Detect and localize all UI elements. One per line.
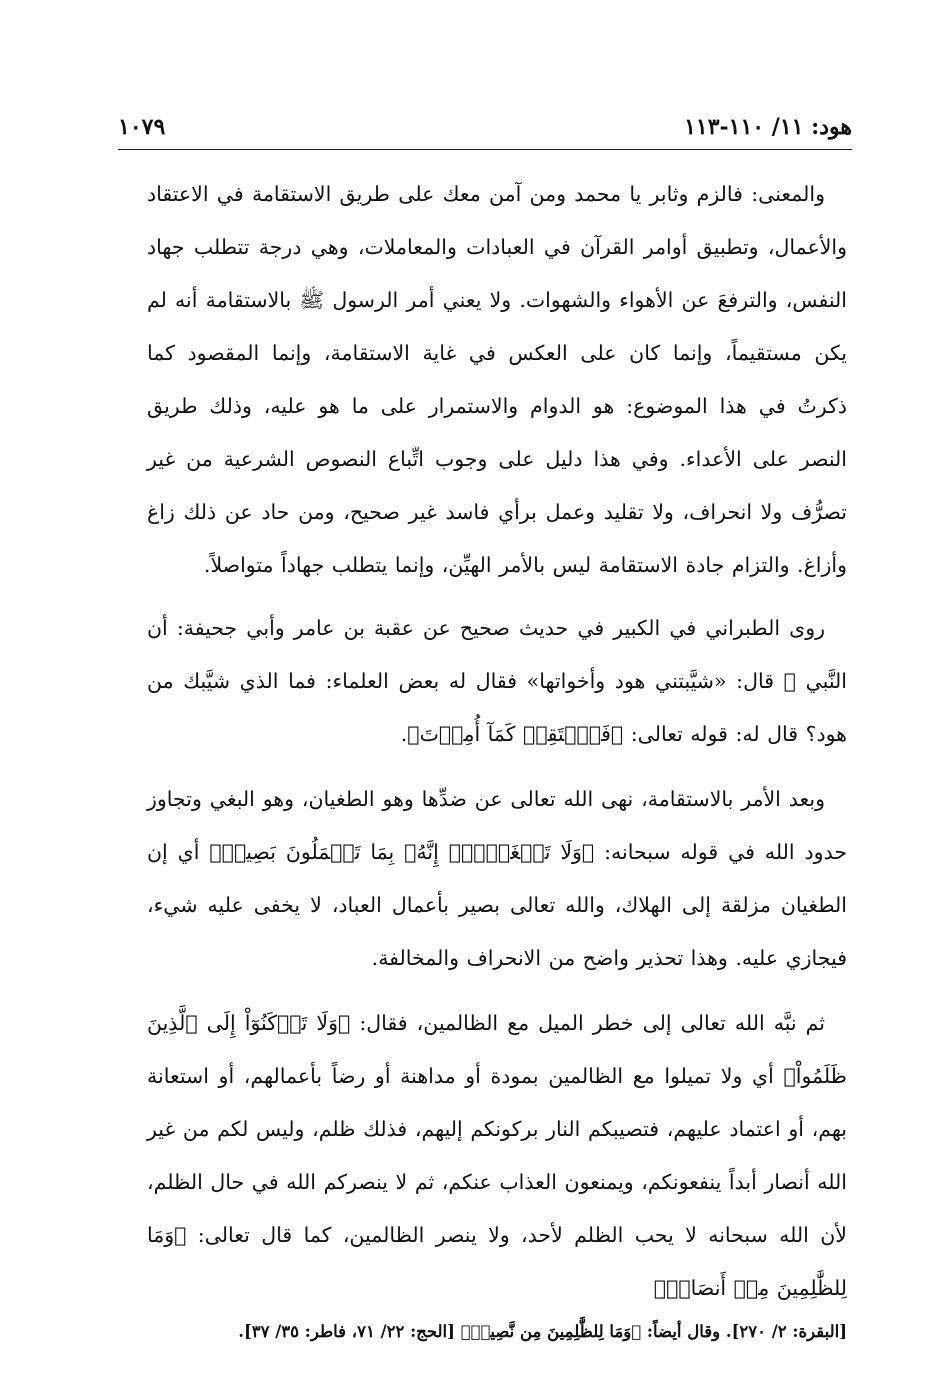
verse-references-line: [البقرة: ٢/ ٢٧٠]. وقال أيضاً: ﴿وَمَا لِلظَّٰلِمِينَ مِن نَّصِيرٖ﴾ [الحج: ٢٢/ ٧١، فاطر: ٣٥/ ٣٧]. bbox=[238, 1322, 847, 1341]
paragraph-meaning bbox=[147, 168, 847, 592]
commentary-body bbox=[147, 168, 847, 1349]
page-number: ١٠٧٩ bbox=[118, 114, 166, 140]
running-header bbox=[118, 108, 852, 148]
paragraph-oppressors bbox=[147, 997, 847, 1315]
paragraph-meaning-text: والمعنى: فالزم وثابر يا محمد ومن آمن معك على طريق الاستقامة في الاعتقاد والأعمال، وتطبيق أوامر القرآن في العبادات والمعاملات، وهي درجة تتطلب جهاد النفس، والترفعَ عن الأهواء والشهوات. ولا يعني أمر الرسول ﷺ بالاستقامة أنه لم يكن مستقيماً، وإنما كان على العكس في غاية الاستقامة، وإنما المقصود كما ذكرتُ في هذا الموضوع: هو الدوام والاستمرار على ما هو عليه، وذلك طريق النصر على الأعداء. وفي هذا دليل على وجوب اتِّباع النصوص الشرعية من غير تصرُّف ولا انحراف، ولا تقليد وعمل برأي فاسد غير صحيح، ومن حاد عن ذلك زاغ وأزاغ. والتزام جادة الاستقامة ليس بالأمر الهيِّن، وإنما يتطلب جهاداً متواصلاً. bbox=[147, 182, 847, 577]
paragraph-hadith bbox=[147, 602, 847, 761]
header-divider bbox=[118, 149, 852, 150]
paragraph-transgression-text: وبعد الأمر بالاستقامة، نهى الله تعالى عن ضدِّها وهو الطغيان، وهو البغي وتجاوز حدود الله في قوله سبحانه: ﴿وَلَا تَطۡغَوۡاْۚ إِنَّهُۥ بِمَا تَعۡمَلُونَ بَصِيرٞ﴾ أي إن الطغيان مزلقة إلى الهلاك، والله تعالى بصير بأعمال العباد، لا يخفى عليه شيء، فيجازي عليه. وهذا تحذير واضح من الانحراف والمخالفة. bbox=[147, 787, 847, 970]
paragraph-hadith-text: روى الطبراني في الكبير في حديث صحيح عن عقبة بن عامر وأبي جحيفة: أن النَّبي ﷺ قال: «شيَّبتني هود وأخواتها» فقال له بعض العلماء: فما الذي شيَّبك من هود؟ قال له: قوله تعالى: ﴿فَٱسۡتَقِمۡ كَمَآ أُمِرۡتَ﴾. bbox=[147, 616, 847, 746]
paragraph-oppressors-text: ثم نبَّه الله تعالى إلى خطر الميل مع الظالمين، فقال: ﴿وَلَا تَرۡكَنُوٓاْ إِلَى ٱلَّذِينَ ظَلَمُواْ﴾ أي ولا تميلوا مع الظالمين بمودة أو مداهنة أو رضاً بأعمالهم، أو استعانة بهم، أو اعتماد عليهم، فتصيبكم النار بركونكم إليهم، فذلك ظلم، وليس لكم من غير الله أنصار أبداً ينفعونكم، ويمنعون العذاب عنكم، ثم لا ينصركم الله في حال الظلم، لأن الله سبحانه لا يحب الظلم لأحد، ولا ينصر الظالمين، كما قال تعالى: ﴿وَمَا لِلظَّٰلِمِينَ مِنۡ أَنصَارٖ﴾ bbox=[147, 1011, 847, 1300]
paragraph-transgression bbox=[147, 773, 847, 985]
chapter-verse-reference: هود: ١١/ ١١٠-١١٣ bbox=[684, 114, 852, 140]
